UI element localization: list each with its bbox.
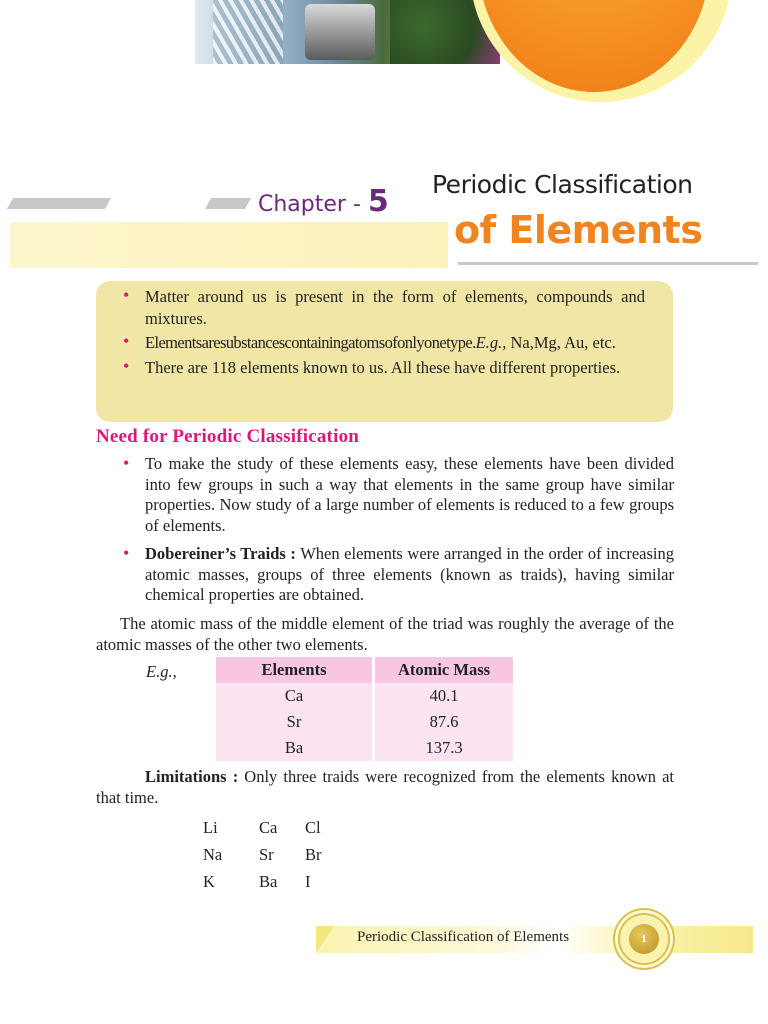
intro-point: • There are 118 elements known to us. All these have different properties. <box>123 355 621 377</box>
dna-graphic <box>213 0 283 64</box>
decor-stripe-mid <box>205 198 251 209</box>
triad-cell: Ba <box>259 871 278 891</box>
chapter-number: 5 <box>367 184 389 219</box>
chapter-title-line2: of Elements <box>454 208 703 252</box>
header-banner-image <box>195 0 500 64</box>
table-row <box>216 735 513 761</box>
bullet-icon: • <box>123 543 130 563</box>
limitations-paragraph: Limitations : Only three traids were recognized from the elements known at that time. <box>96 767 675 807</box>
atomic-mass-table <box>213 657 516 761</box>
triad-cell: Cl <box>305 817 321 837</box>
triad-cell: Li <box>203 817 218 837</box>
bullet-icon: • <box>123 285 130 305</box>
footer-running-title: Periodic Classification of Elements <box>357 929 570 945</box>
section-bullets <box>118 454 674 614</box>
intro-point: • Matter around us is present in the form of elements, compounds and mixtures. <box>123 285 645 328</box>
example-label: E.g., <box>146 662 177 681</box>
triad-cell: Na <box>203 844 223 864</box>
bullet-icon: • <box>123 355 130 376</box>
table-cell: 87.6 <box>375 709 513 735</box>
intro-summary-box <box>96 281 673 422</box>
triad-explanation: The atomic mass of the middle element of the triad was roughly the average of the atomic masses of the other two elements. <box>96 614 674 654</box>
table-cell: Ca <box>216 683 372 709</box>
chapter-title-line1: Periodic Classification <box>432 170 693 199</box>
table-header-row <box>216 657 513 683</box>
chapter-label: Chapter - 5 <box>258 184 389 219</box>
page-number: 1 <box>629 924 659 954</box>
page-number-badge <box>618 913 670 965</box>
column-header: Atomic Mass <box>375 657 513 683</box>
microscope-graphic <box>305 4 375 60</box>
table-cell: Ba <box>216 735 372 761</box>
triad-cell: Br <box>305 844 322 864</box>
title-band <box>10 222 448 268</box>
triad-cell: Sr <box>259 844 274 864</box>
table-row <box>216 709 513 735</box>
triad-cell: K <box>203 871 215 891</box>
triad-row <box>203 868 345 895</box>
column-header: Elements <box>216 657 372 683</box>
triad-cell: Ca <box>259 817 278 837</box>
title-underline <box>458 262 758 265</box>
triad-row <box>203 841 345 868</box>
intro-point: • Elementsaresubstancescontainingatomsofonlyonetype.E.g., Na,Mg, Au, etc. <box>123 331 616 352</box>
bullet-icon: • <box>123 453 130 473</box>
section-heading: Need for Periodic Classification <box>96 426 360 447</box>
triad-row <box>203 814 345 841</box>
triads-grid <box>203 814 345 895</box>
bullet-icon: • <box>123 331 130 351</box>
table-cell: Sr <box>216 709 372 735</box>
footer-corner <box>316 926 334 953</box>
table-row <box>216 683 513 709</box>
table-cell: 40.1 <box>375 683 513 709</box>
triad-cell: I <box>305 871 311 891</box>
section-point: • To make the study of these elements easy, these elements have been divided into few groups in such a way that elements in the same group have similar properties. Now study of a large number of elements is reduced to a few groups of elements. <box>123 453 674 535</box>
table-cell: 137.3 <box>375 735 513 761</box>
section-point: • Dobereiner’s Traids : When elements were arranged in the order of increasing atomic masses, groups of three elements (known as traids), having similar chemical properties are obtained. <box>123 543 674 604</box>
decor-stripe-left <box>7 198 111 209</box>
